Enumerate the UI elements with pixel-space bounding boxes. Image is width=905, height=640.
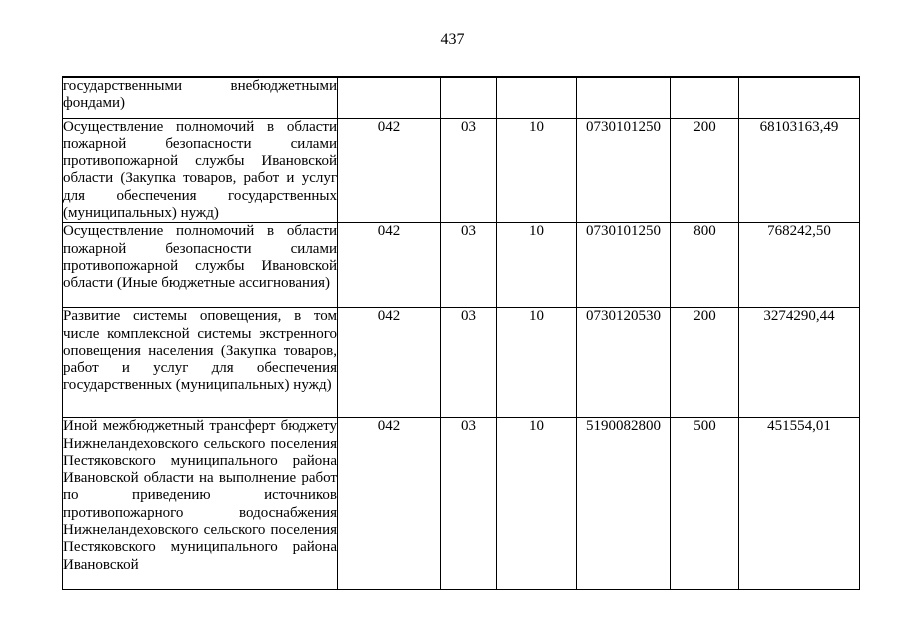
amount-cell: 768242,50 xyxy=(739,223,860,308)
expense-name-cell: Осуществление полномочий в области пожарной безопасности силами противопожарной службы Ивановской области (Закупка товаров, работ и услуг для обеспечения государственных (муниципальных) нужд) xyxy=(63,118,337,221)
section-code-cell: 03 xyxy=(441,118,497,223)
amount-cell: 451554,01 xyxy=(739,418,860,590)
table-row xyxy=(63,223,860,308)
budget-table xyxy=(62,76,860,590)
expense-type-cell: 500 xyxy=(671,418,739,590)
section-code-cell: 03 xyxy=(441,418,497,590)
subsection-code-cell: 10 xyxy=(497,308,577,418)
table-row xyxy=(63,418,860,590)
grbs-code-cell: 042 xyxy=(338,223,441,308)
table-row xyxy=(63,77,860,118)
section-code-cell: 03 xyxy=(441,308,497,418)
target-article-cell: 5190082800 xyxy=(577,418,671,590)
subsection-code-cell: 10 xyxy=(497,223,577,308)
grbs-code-cell: 042 xyxy=(338,118,441,223)
expense-name-cell: государственными внебюджетными фондами) xyxy=(63,77,338,118)
target-article-cell: 0730101250 xyxy=(577,118,671,223)
page-number: 437 xyxy=(440,31,465,48)
grbs-code-cell: 042 xyxy=(338,308,441,418)
target-article-cell: 0730101250 xyxy=(577,223,671,308)
expense-name-cell xyxy=(63,418,338,590)
section-code-cell: 03 xyxy=(441,223,497,308)
target-article-cell xyxy=(577,77,671,118)
expense-name-cell: Развитие системы оповещения, в том числе комплексной системы экстренного оповещения населения (Закупка товаров, работ и услуг для обеспечения государственных (муниципальных) нужд) xyxy=(63,308,338,418)
amount-cell xyxy=(739,77,860,118)
expense-name-cell: Осуществление полномочий в области пожарной безопасности силами противопожарной службы Ивановской области (Иные бюджетные ассигнования) xyxy=(63,223,338,308)
expense-type-cell xyxy=(671,77,739,118)
amount-cell: 68103163,49 xyxy=(739,118,860,223)
grbs-code-cell xyxy=(338,77,441,118)
table-row xyxy=(63,118,860,223)
subsection-code-cell: 10 xyxy=(497,418,577,590)
expense-type-cell: 200 xyxy=(671,308,739,418)
amount-cell: 3274290,44 xyxy=(739,308,860,418)
grbs-code-cell: 042 xyxy=(338,418,441,590)
expense-type-cell: 800 xyxy=(671,223,739,308)
section-code-cell xyxy=(441,77,497,118)
table-row xyxy=(63,308,860,418)
subsection-code-cell: 10 xyxy=(497,118,577,223)
expense-type-cell: 200 xyxy=(671,118,739,223)
subsection-code-cell xyxy=(497,77,577,118)
target-article-cell: 0730120530 xyxy=(577,308,671,418)
clipped-text: Иной межбюджетный трансферт бюджету Нижнеландеховского сельского поселения Пестяковского муниципального района Ивановской области на выполнение работ по приведению источников противопожарного водоснабжения Нижнеландеховского сельского поселения Пестяковского муниципального района Ивановской xyxy=(63,418,337,573)
